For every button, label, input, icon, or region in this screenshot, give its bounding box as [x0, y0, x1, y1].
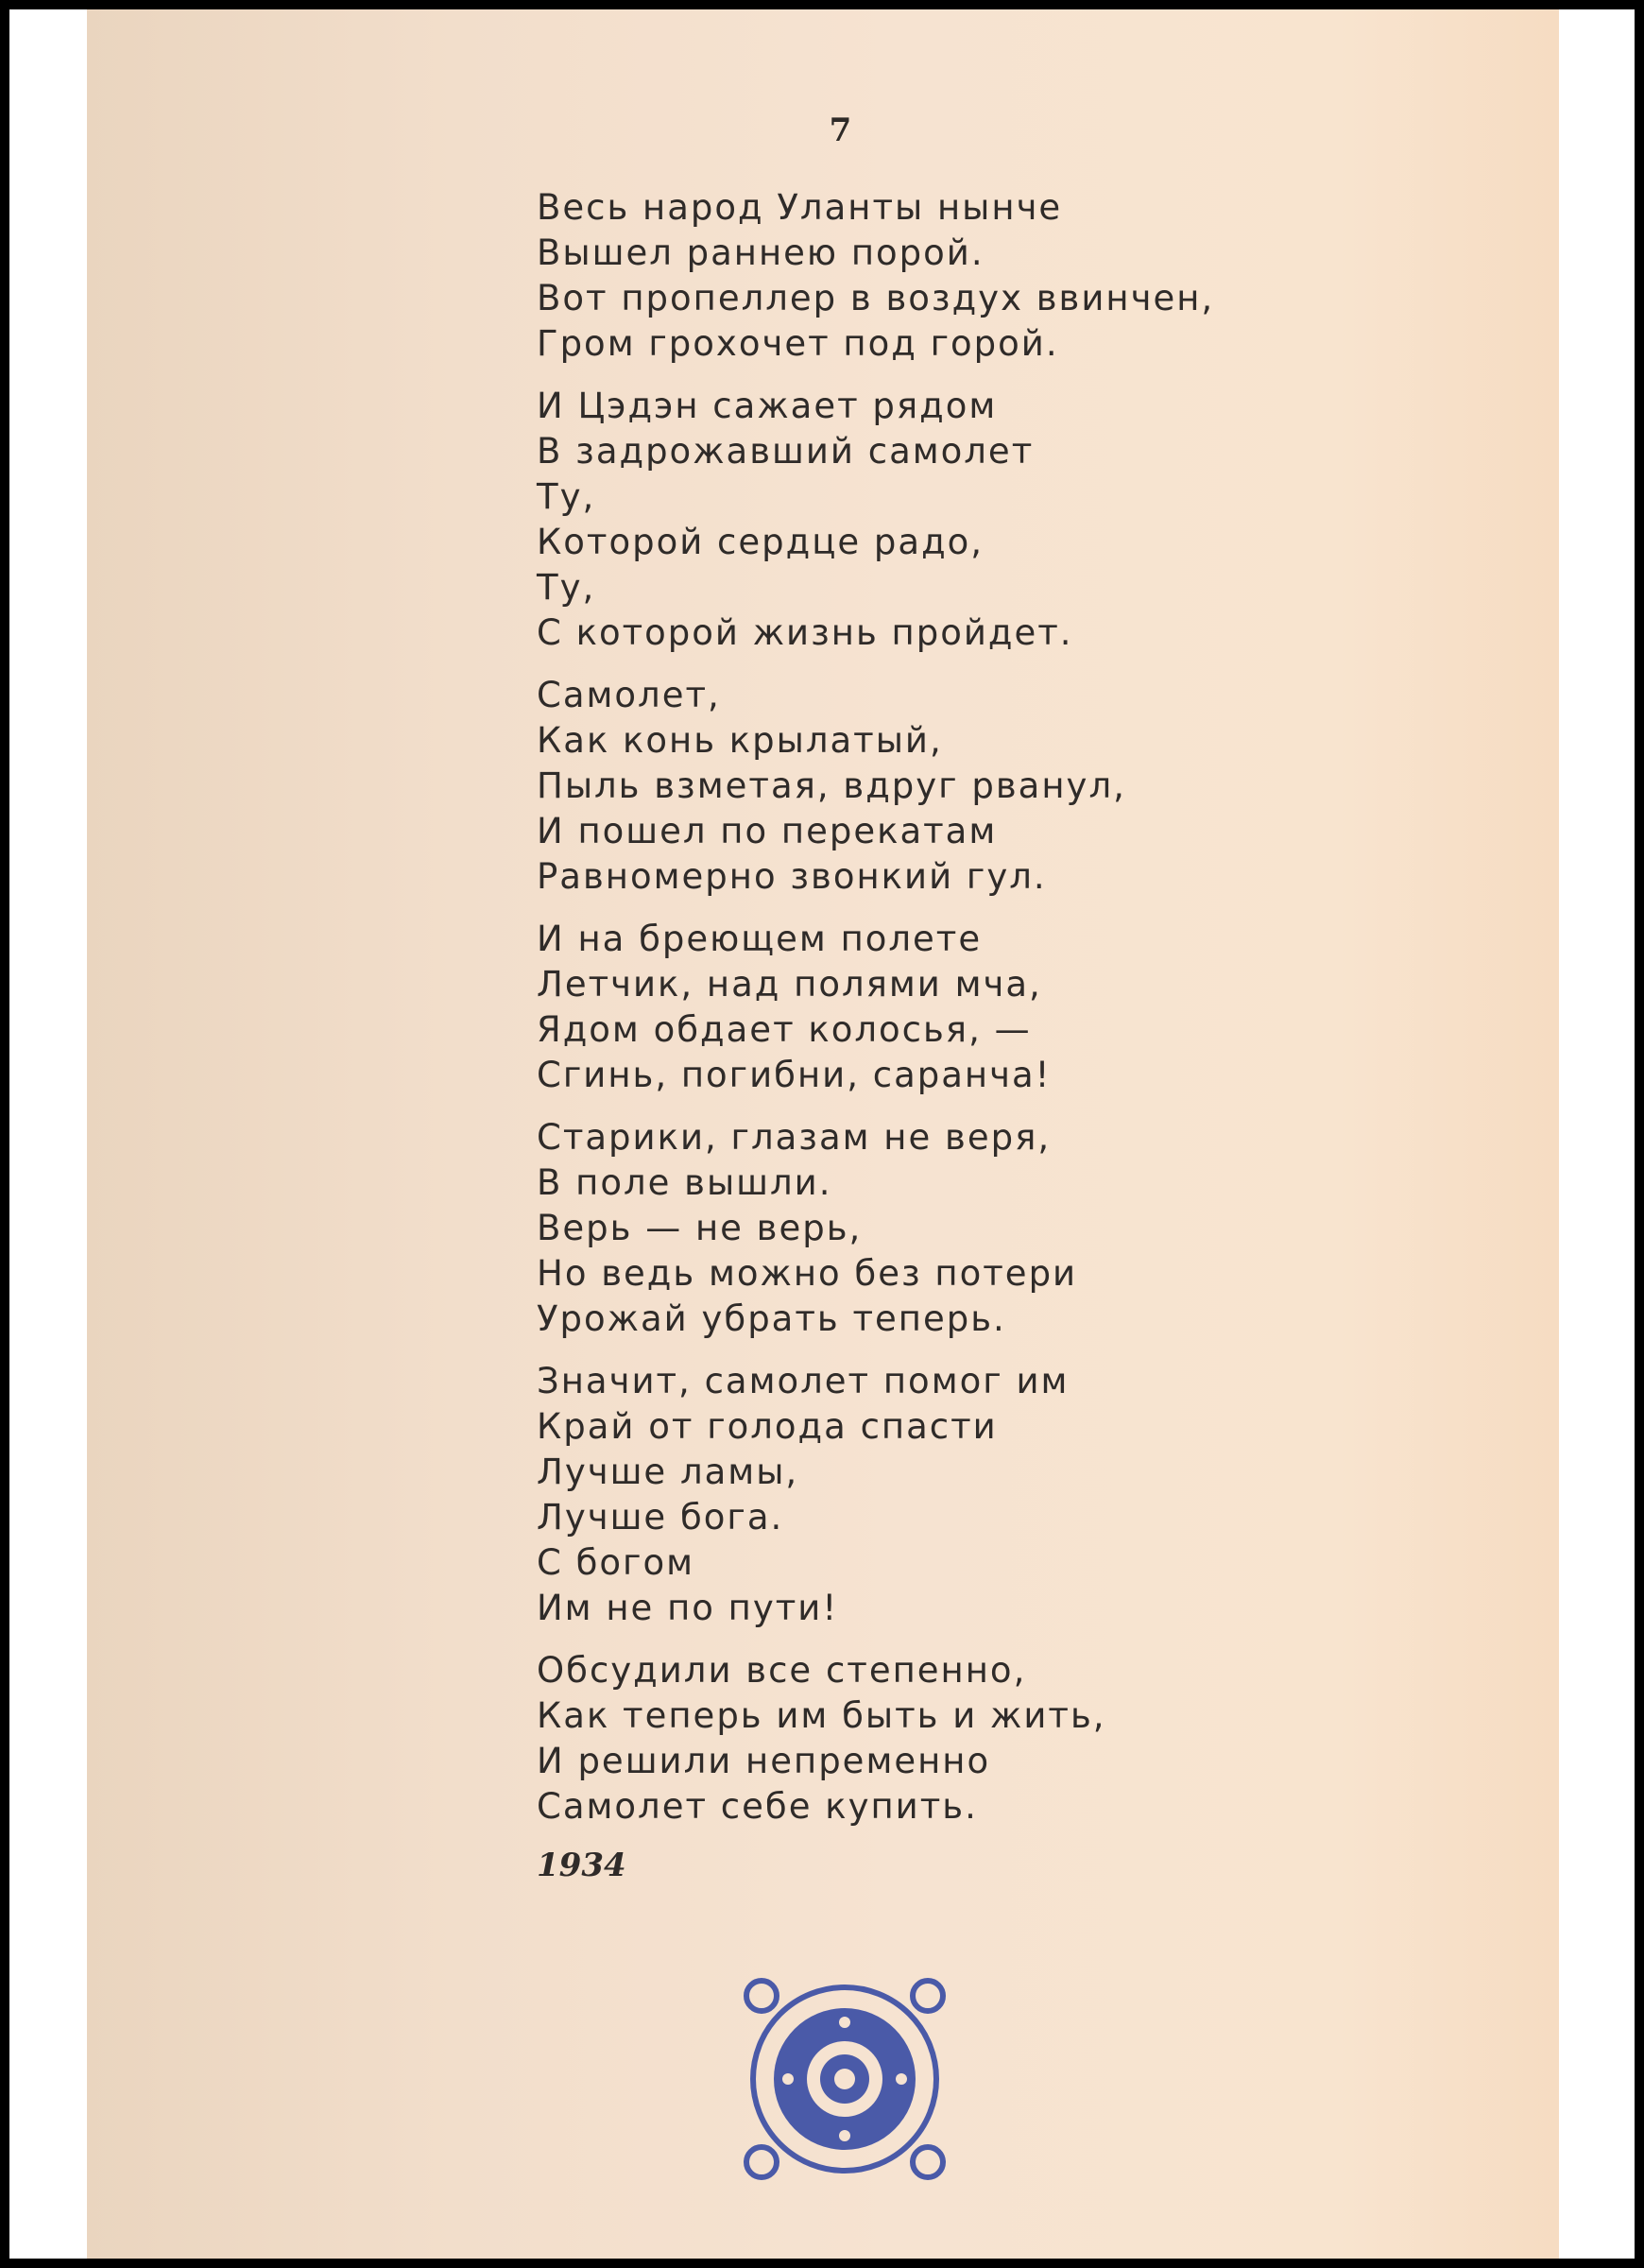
poem-line: Летчик, над полями мча,	[537, 964, 1042, 1005]
poem-line: Урожай убрать теперь.	[537, 1298, 1006, 1339]
poem-date: 1934	[537, 1847, 626, 1884]
page-number: 7	[829, 112, 852, 149]
poem-line: Край от голода спасти	[537, 1406, 998, 1447]
scan-right-margin	[1550, 9, 1635, 2259]
poem-line: И решили непременно	[537, 1741, 991, 1781]
poem-line: Как теперь им быть и жить,	[537, 1695, 1106, 1736]
ornament-dot	[839, 2017, 850, 2028]
poem-line: Весь народ Уланты нынче	[537, 187, 1063, 228]
poem-line: С богом	[537, 1542, 695, 1583]
poem-line: В поле вышли.	[537, 1162, 832, 1203]
ornament-corner-ring	[913, 1981, 943, 2011]
ornament-icon	[741, 1975, 949, 2183]
poem-line: Которой сердце радо,	[537, 522, 985, 562]
poem-line: Гром грохочет под горой.	[537, 323, 1059, 364]
poem-line: Но ведь можно без потери	[537, 1253, 1078, 1294]
poem-line: Лучше ламы,	[537, 1452, 799, 1492]
ornament-dot	[896, 2073, 907, 2085]
ornament-corner-ring	[746, 1981, 777, 2011]
poem-line: И пошел по перекатам	[537, 811, 998, 851]
stanza-7	[537, 1648, 1481, 1830]
poem-line: Значит, самолет помог им	[537, 1361, 1070, 1401]
poem-line: Старики, глазам не веря,	[537, 1117, 1052, 1158]
poem-line: И на бреющем полете	[537, 919, 983, 959]
stanza-4	[537, 917, 1481, 1098]
stanza-1	[537, 185, 1481, 367]
poem-line: Ту,	[537, 567, 596, 608]
poem-line: В задрожавший самолет	[537, 431, 1035, 472]
ornament-dot	[839, 2130, 850, 2141]
stanza-3	[537, 673, 1481, 900]
poem-line: Как конь крылатый,	[537, 720, 943, 761]
poem-line: Верь — не верь,	[537, 1208, 863, 1248]
stanza-2	[537, 384, 1481, 656]
poem-line: Равномерно звонкий гул.	[537, 856, 1047, 897]
poem-line: И Цэдэн сажает рядом	[537, 386, 998, 426]
ornament-dot	[782, 2073, 794, 2085]
poem-line: Самолет себе купить.	[537, 1786, 978, 1827]
poem-line: Обсудили все степенно,	[537, 1650, 1027, 1691]
poem-line: Ядом обдает колосья, —	[537, 1009, 1032, 1050]
ornament-corner-ring	[746, 2147, 777, 2177]
poem-line: Лучше бога.	[537, 1497, 784, 1538]
stanza-5	[537, 1115, 1481, 1342]
ornament-center-dot	[834, 2069, 855, 2089]
book-page	[87, 9, 1559, 2259]
poem-line: С которой жизнь пройдет.	[537, 612, 1073, 653]
poem-line: Пыль взметая, вдруг рванул,	[537, 765, 1126, 806]
poem-line: Им не по пути!	[537, 1588, 839, 1628]
poem-line: Сгинь, погибни, саранча!	[537, 1055, 1052, 1095]
poem	[537, 185, 1481, 1884]
scan-left-margin	[9, 9, 87, 2259]
ornament-corner-ring	[913, 2147, 943, 2177]
poem-line: Ту,	[537, 476, 596, 517]
stanza-6	[537, 1359, 1481, 1631]
poem-line: Вышел раннею порой.	[537, 232, 985, 273]
poem-line: Самолет,	[537, 675, 721, 715]
poem-line: Вот пропеллер в воздух ввинчен,	[537, 278, 1215, 318]
